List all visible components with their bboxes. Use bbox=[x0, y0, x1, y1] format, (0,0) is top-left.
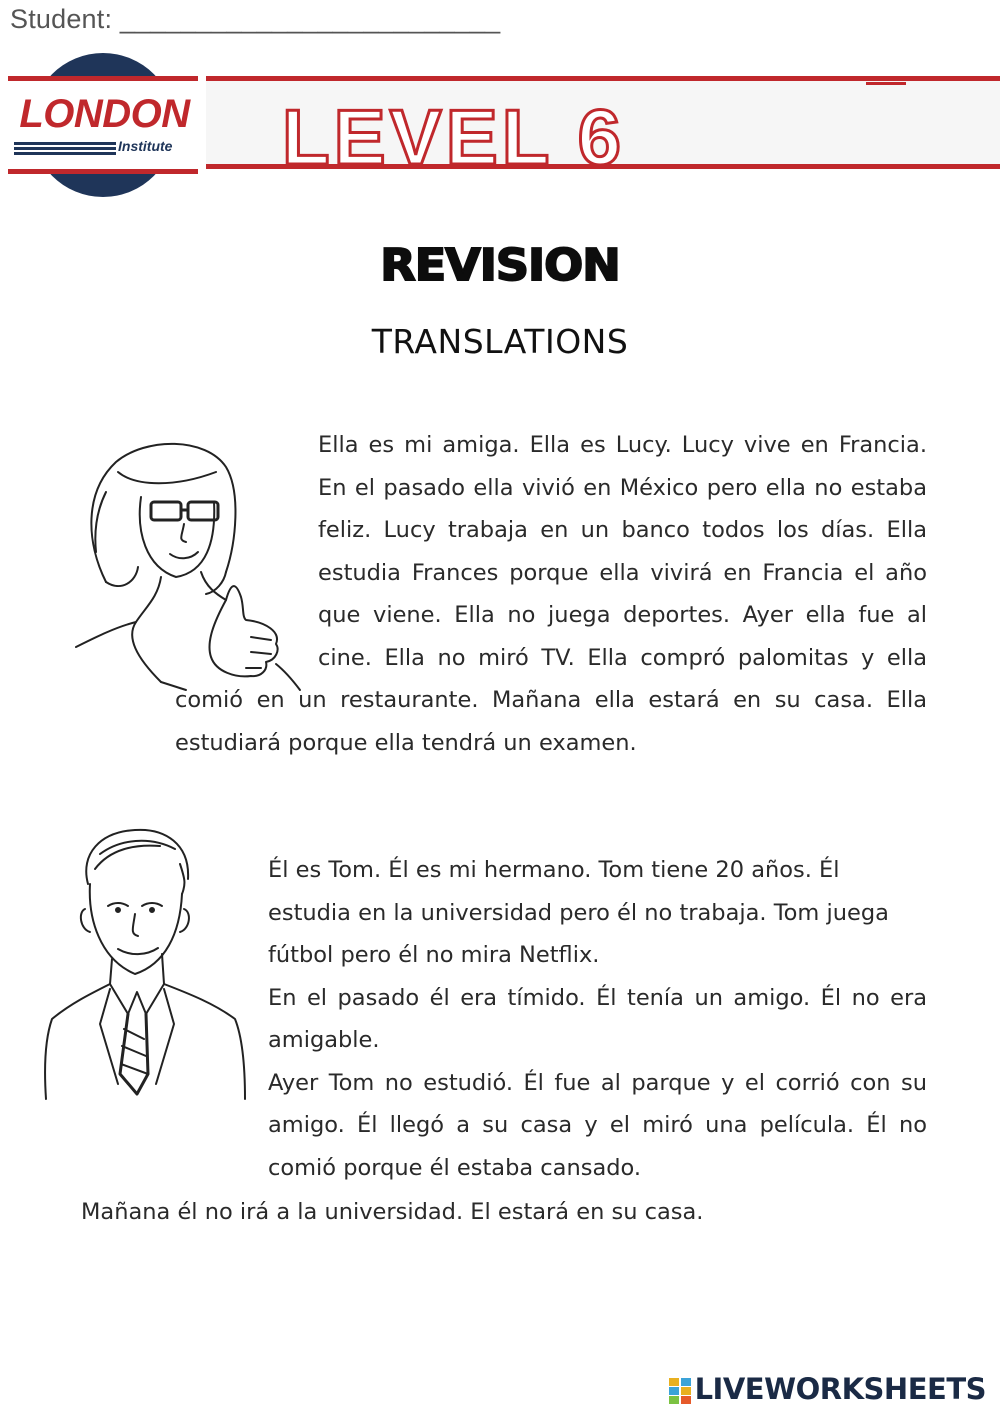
page-subtitle: TRANSLATIONS bbox=[371, 322, 629, 361]
brand-text: LIVEWORKSHEETS bbox=[694, 1372, 986, 1406]
student-name-line[interactable]: Student: _________________________ bbox=[10, 4, 501, 34]
level-title: LEVEL 6 bbox=[282, 93, 626, 181]
page-title: REVISION bbox=[380, 239, 620, 291]
logo-main-text: LONDON bbox=[19, 92, 190, 136]
level-rule-top bbox=[206, 76, 1000, 81]
tom-closing bbox=[81, 1191, 941, 1234]
tom-text-1: Él es Tom. Él es mi hermano. Tom tiene 20 años. Él estudia en la universidad pero él no trabaja. Tom juega fútbol pero él no mira Netflix. bbox=[268, 857, 889, 968]
logo-rule-top bbox=[8, 76, 198, 81]
logo-stripe bbox=[14, 142, 116, 145]
logo-rule-bottom bbox=[8, 169, 198, 174]
tom-paragraph bbox=[175, 849, 927, 1189]
logo-stripe bbox=[14, 147, 116, 150]
lucy-paragraph bbox=[175, 424, 927, 764]
lucy-text: Ella es mi amiga. Ella es Lucy. Lucy vive en Francia. En el pasado ella vivió en México pero ella no estaba feliz. Lucy trabaja en un banco todos los días. Ella estudia Frances porque ella vivirá en Francia el año que viene. Ella no juega deportes. Ayer ella fue al cine. Ella no miró TV. Ella compró palomitas y ella comió en un restaurante. Mañana ella estará en su casa. Ella estudiará porque ella tendrá un examen. bbox=[175, 432, 927, 756]
logo-sub-text: Institute bbox=[118, 138, 173, 154]
level-accent bbox=[866, 82, 906, 85]
liveworksheets-icon bbox=[669, 1378, 691, 1404]
liveworksheets-brand[interactable] bbox=[669, 1372, 986, 1406]
logo-stripe bbox=[14, 152, 116, 155]
tom-text-3: Ayer Tom no estudió. Él fue al parque y el corrió con su amigo. Él llegó a su casa y el miró una película. Él no comió porque él estaba cansado. bbox=[268, 1069, 927, 1181]
image-spacer bbox=[175, 424, 318, 679]
tom-text-2: En el pasado él era tímido. Él tenía un amigo. Él no era amigable. bbox=[268, 984, 927, 1053]
header-banner bbox=[0, 48, 1000, 208]
image-spacer bbox=[175, 849, 268, 1147]
tom-text-4: Mañana él no irá a la universidad. El estará en su casa. bbox=[81, 1199, 704, 1225]
